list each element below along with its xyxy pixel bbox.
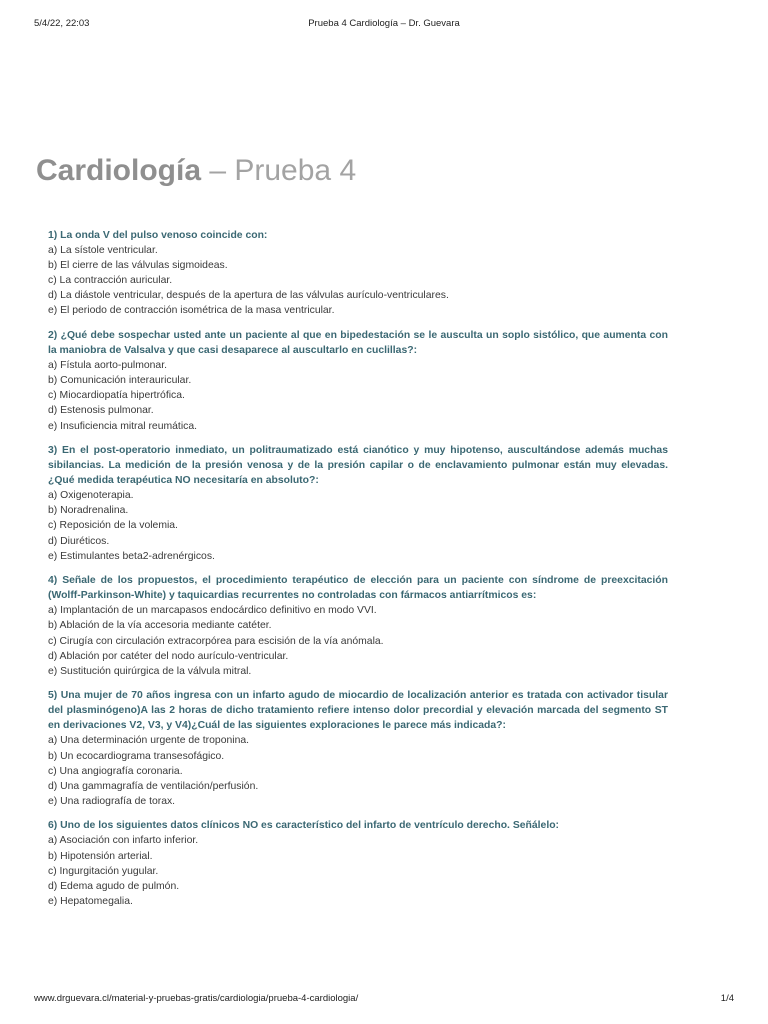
answer-option: a) La sístole ventricular. <box>48 245 158 257</box>
answer-option: b) Un ecocardiograma transesofágico. <box>48 750 225 762</box>
answer-option: e) Estimulantes beta2-adrenérgicos. <box>48 550 215 562</box>
answer-option: d) Una gammagrafía de ventilación/perfusión. <box>48 780 259 792</box>
page-title-rest: – Prueba 4 <box>201 154 357 187</box>
questions-list <box>48 228 668 918</box>
question-2 <box>48 328 668 434</box>
question-text: 2) ¿Qué debe sospechar usted ante un paciente al que en bipedestación se le ausculta un soplo sistólico, que aumenta con la maniobra de Valsalva y que casi desaparece al auscultarlo en cuclillas?: <box>48 329 668 357</box>
answer-option: a) Una determinación urgente de troponina. <box>48 735 250 747</box>
answer-option: d) Edema agudo de pulmón. <box>48 880 180 892</box>
answer-option: b) Comunicación interauricular. <box>48 375 192 387</box>
question-text: 1) La onda V del pulso venoso coincide con: <box>48 230 268 241</box>
answer-option: e) Hepatomegalia. <box>48 895 133 907</box>
answer-option: b) Ablación de la vía accesoria mediante catéter. <box>48 620 272 632</box>
answer-option: e) Una radiografía de torax. <box>48 795 176 807</box>
answer-option: b) El cierre de las válvulas sigmoideas. <box>48 260 228 272</box>
answer-option: d) Ablación por catéter del nodo aurículo-ventricular. <box>48 650 289 662</box>
question-text: 5) Una mujer de 70 años ingresa con un infarto agudo de miocardio de localización anterior es tratada con activador tisular del plasminógeno)A las 2 horas de dicho tratamiento refiere intenso dolor precordial y elevación marcada del segmento ST en derivaciones V2, V3, y V4)¿Cuál de las siguientes exploraciones le parece más indicada?: <box>48 690 668 732</box>
print-footer <box>34 993 734 1007</box>
page-number: 1/4 <box>720 993 734 1004</box>
answer-option: c) Reposición de la volemia. <box>48 520 178 532</box>
page-title-main: Cardiología <box>36 154 202 187</box>
print-doc-title: Prueba 4 Cardiología – Dr. Guevara <box>308 18 460 29</box>
answer-option: a) Asociación con infarto inferior. <box>48 835 199 847</box>
print-date: 5/4/22, 22:03 <box>34 18 90 29</box>
answer-option: b) Hipotensión arterial. <box>48 850 153 862</box>
answer-option: e) El periodo de contracción isométrica de la masa ventricular. <box>48 305 335 317</box>
answer-option: c) Una angiografía coronaria. <box>48 765 183 777</box>
answer-option: a) Oxigenoterapia. <box>48 490 134 502</box>
answer-option: c) Ingurgitación yugular. <box>48 865 159 877</box>
answer-option: d) Diuréticos. <box>48 535 110 547</box>
answer-option: d) Estenosis pulmonar. <box>48 405 154 417</box>
question-3 <box>48 443 668 564</box>
question-1 <box>48 228 668 319</box>
question-6 <box>48 818 668 909</box>
answer-option: a) Implantación de un marcapasos endocárdico definitivo en modo VVI. <box>48 605 377 617</box>
print-url: www.drguevara.cl/material-y-pruebas-gratis/cardiologia/prueba-4-cardiologia/ <box>34 993 359 1004</box>
answer-option: d) La diástole ventricular, después de la apertura de las válvulas aurículo-ventriculares. <box>48 290 449 302</box>
question-text: 4) Señale de los propuestos, el procedimiento terapéutico de elección para un paciente con síndrome de preexcitación (Wolff-Parkinson-White) y taquicardias recurrentes no controladas con fármacos antiarrítmicos es: <box>48 575 668 602</box>
print-header <box>34 18 734 32</box>
page-title <box>36 154 356 188</box>
answer-option: e) Insuficiencia mitral reumática. <box>48 420 197 432</box>
answer-option: b) Noradrenalina. <box>48 505 129 517</box>
question-4 <box>48 573 668 679</box>
answer-option: a) Fístula aorto-pulmonar. <box>48 360 167 372</box>
answer-option: c) La contracción auricular. <box>48 275 173 287</box>
answer-option: c) Miocardiopatía hipertrófica. <box>48 390 185 402</box>
answer-option: c) Cirugía con circulación extracorpórea para escisión de la vía anómala. <box>48 635 384 647</box>
answer-option: e) Sustitución quirúrgica de la válvula mitral. <box>48 665 252 677</box>
question-5 <box>48 688 668 809</box>
question-text: 3) En el post-operatorio inmediato, un politraumatizado está cianótico y muy hipotenso, auscultándose además muchas sibilancias. La medición de la presión venosa y de la presión capilar o de enclavamiento pulmonar están muy elevadas. ¿Qué medida terapéutica NO necesitaría en absoluto?: <box>48 445 668 487</box>
question-text: 6) Uno de los siguientes datos clínicos NO es característico del infarto de ventrículo derecho. Señálelo: <box>48 820 560 832</box>
